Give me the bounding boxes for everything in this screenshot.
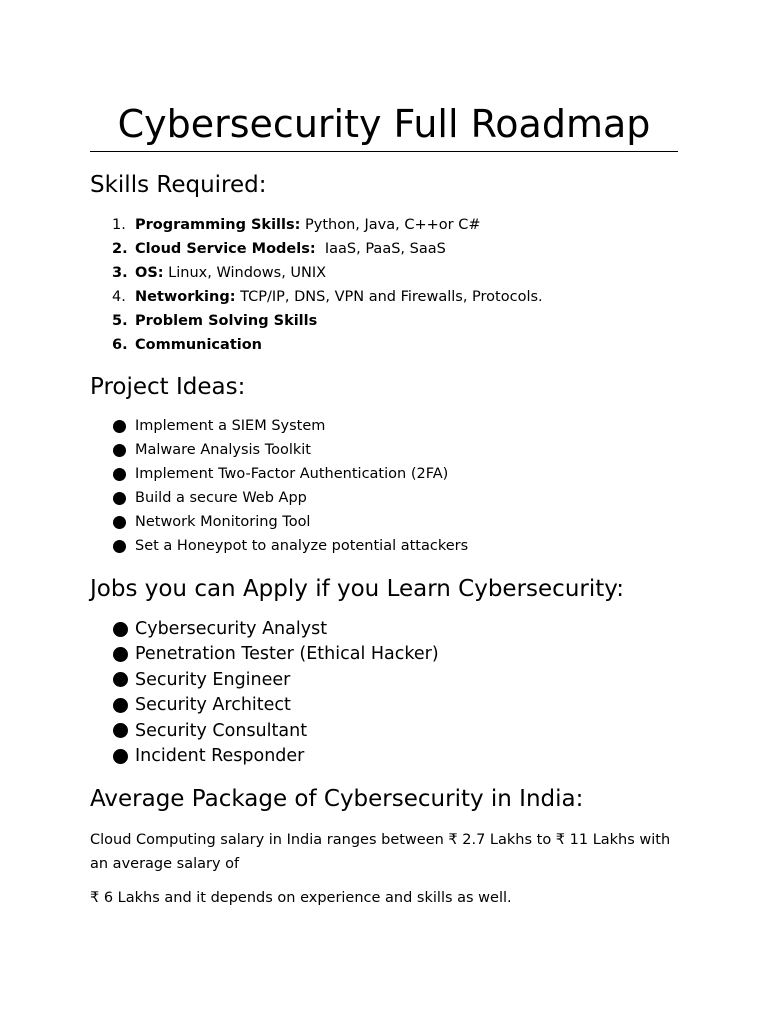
jobs-list [90, 617, 439, 769]
skill-label: Cloud Service Models: [135, 241, 316, 257]
bullet-icon [113, 468, 126, 481]
package-heading: Average Package of Cybersecurity in India: [90, 786, 584, 812]
skill-text: Python, Java, C++or C# [300, 217, 481, 233]
skill-text: TCP/IP, DNS, VPN and Firewalls, Protocols. [235, 289, 543, 305]
projects-list [90, 414, 468, 558]
skills-heading: Skills Required: [90, 172, 267, 198]
skill-label: Networking: [135, 289, 236, 305]
package-paragraph-2: ₹ 6 Lakhs and it depends on experience and skills as well. [90, 890, 512, 906]
project-item [90, 486, 468, 510]
skill-number: 1. [112, 217, 126, 233]
project-text: Set a Honeypot to analyze potential attackers [135, 538, 469, 554]
bullet-icon [113, 622, 128, 637]
job-item [90, 668, 439, 693]
skill-label: Problem Solving Skills [135, 313, 318, 329]
project-item [90, 438, 468, 462]
skill-item [90, 309, 543, 333]
bullet-icon [113, 647, 128, 662]
project-text: Build a secure Web App [135, 490, 307, 506]
project-item [90, 414, 468, 438]
skill-item [90, 261, 543, 285]
title-underline [90, 151, 678, 152]
job-text: Penetration Tester (Ethical Hacker) [135, 644, 439, 665]
skill-number: 4. [112, 289, 126, 305]
project-text: Implement a SIEM System [135, 418, 326, 434]
job-text: Security Architect [135, 695, 291, 716]
skill-number: 2. [112, 241, 128, 257]
project-item [90, 534, 468, 558]
job-item [90, 719, 439, 744]
skill-number: 6. [112, 337, 128, 353]
job-item [90, 642, 439, 667]
job-text: Security Engineer [135, 669, 291, 690]
project-item [90, 510, 468, 534]
project-item [90, 462, 468, 486]
job-item [90, 744, 439, 769]
projects-heading: Project Ideas: [90, 374, 246, 400]
package-paragraph-1: Cloud Computing salary in India ranges between ₹ 2.7 Lakhs to ₹ 11 Lakhs with an average salary of [90, 832, 671, 872]
skill-number: 5. [112, 313, 128, 329]
page-title: Cybersecurity Full Roadmap [117, 102, 651, 146]
bullet-icon [113, 749, 128, 764]
bullet-icon [113, 723, 128, 738]
project-text: Implement Two-Factor Authentication (2FA) [135, 466, 449, 482]
project-text: Network Monitoring Tool [135, 514, 311, 530]
skill-item [90, 285, 543, 309]
bullet-icon [113, 672, 128, 687]
bullet-icon [113, 444, 126, 457]
bullet-icon [113, 540, 126, 553]
skill-text: IaaS, PaaS, SaaS [315, 241, 446, 257]
bullet-icon [113, 698, 128, 713]
skill-item [90, 213, 543, 237]
skill-item [90, 333, 543, 357]
job-item [90, 617, 439, 642]
job-item [90, 693, 439, 718]
bullet-icon [113, 492, 126, 505]
skills-list [90, 213, 543, 357]
bullet-icon [113, 420, 126, 433]
skill-text: Linux, Windows, UNIX [163, 265, 327, 281]
skill-number: 3. [112, 265, 128, 281]
skill-label: Programming Skills: [135, 217, 301, 233]
project-text: Malware Analysis Toolkit [135, 442, 311, 458]
jobs-heading: Jobs you can Apply if you Learn Cybersecurity: [90, 576, 624, 602]
job-text: Incident Responder [135, 745, 305, 766]
job-text: Security Consultant [135, 720, 308, 741]
skill-label: OS: [135, 265, 164, 281]
job-text: Cybersecurity Analyst [135, 619, 328, 639]
skill-item [90, 237, 543, 261]
skill-label: Communication [135, 337, 263, 353]
bullet-icon [113, 516, 126, 529]
